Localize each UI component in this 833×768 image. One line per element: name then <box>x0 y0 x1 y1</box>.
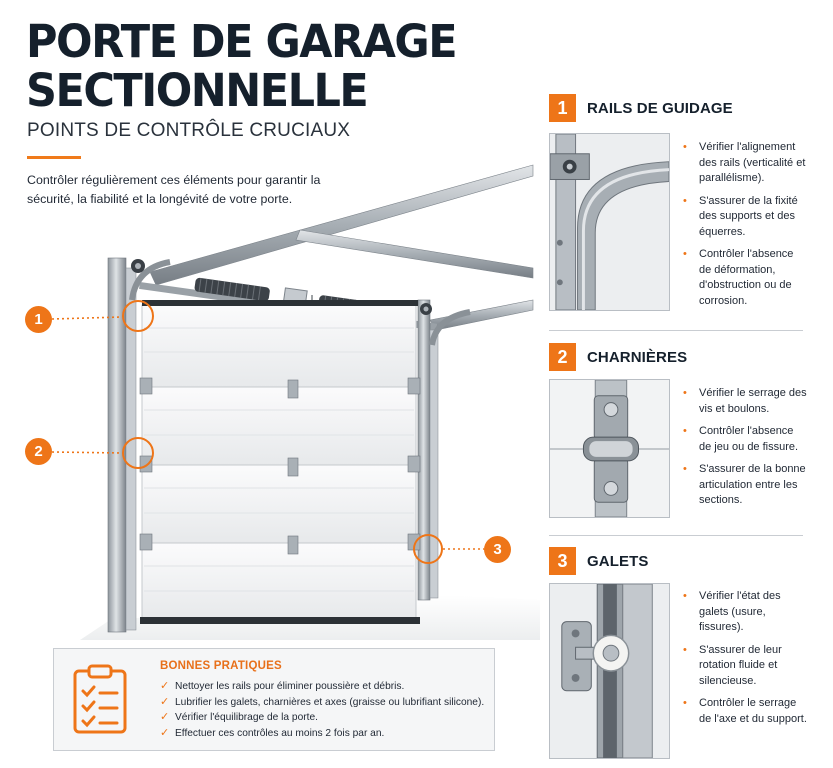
section-rollers-title: GALETS <box>587 552 649 570</box>
best-practice-item: ✓ Vérifier l'équilibrage de la porte. <box>160 710 484 726</box>
hinges-check-item: • Contrôler l'absence de jeu ou de fissure. <box>683 425 799 453</box>
section-hinges <box>549 343 807 523</box>
hinge-closeup-image <box>549 379 670 518</box>
bullet-arrow-icon: • <box>683 387 687 399</box>
roller-closeup-image <box>549 583 670 759</box>
callout-1: 1 <box>25 306 52 333</box>
section-rails-title: RAILS DE GUIDAGE <box>587 99 733 117</box>
section-rails-number: 1 <box>549 94 576 122</box>
check-icon: ✓ <box>160 680 170 692</box>
section-rails-header <box>549 94 733 122</box>
rollers-check-item: • Contrôler le serrage de l'axe et du support. <box>683 697 807 725</box>
title-line-1: PORTE DE GARAGE <box>26 15 457 69</box>
rails-check-item: • S'assurer de la fixité des supports et des équerres. <box>683 194 798 238</box>
best-practice-item: ✓ Effectuer ces contrôles au moins 2 fois par an. <box>160 726 484 742</box>
section-rollers <box>549 547 807 762</box>
check-icon: ✓ <box>160 726 170 739</box>
section-divider <box>549 535 803 536</box>
page-title <box>26 15 457 118</box>
rails-check-item: • Vérifier l'alignement des rails (verticalité et parallélisme). <box>683 141 806 184</box>
best-practice-item: ✓ Lubrifier les galets, charnières et axes (graisse ou lubrifiant silicone). <box>160 695 484 711</box>
title-line-2: SECTIONNELLE <box>26 65 368 118</box>
section-hinges-header <box>549 343 687 371</box>
callout-3: 3 <box>484 536 511 563</box>
section-divider <box>549 330 803 331</box>
section-rollers-number: 3 <box>549 547 576 575</box>
bullet-arrow-icon: • <box>683 590 687 602</box>
hinges-checklist <box>683 386 808 516</box>
page-subtitle: POINTS DE CONTRÔLE CRUCIAUX <box>27 120 351 141</box>
best-practices-title: BONNES PRATIQUES <box>160 660 282 672</box>
best-practices-box <box>53 648 495 751</box>
rollers-checklist <box>683 589 808 734</box>
rollers-check-item: • S'assurer de leur rotation fluide et silencieuse. <box>683 643 782 687</box>
section-rails <box>549 94 804 314</box>
rollers-check-item: • Vérifier l'état des galets (usure, fissures). <box>683 590 781 633</box>
bullet-arrow-icon: • <box>683 194 687 207</box>
best-practice-item: ✓ Nettoyer les rails pour éliminer poussière et débris. <box>160 679 484 695</box>
clipboard-checklist-icon <box>72 663 128 735</box>
rails-checklist <box>683 140 808 316</box>
hinges-check-item: • Vérifier le serrage des vis et boulons. <box>683 387 807 415</box>
intro-text: Contrôler régulièrement ces éléments pour garantir la sécurité, la fiabilité et la longévité de votre porte. <box>27 173 321 206</box>
bullet-arrow-icon: • <box>683 697 687 709</box>
best-practices-list <box>160 679 484 741</box>
section-hinges-title: CHARNIÈRES <box>587 348 688 366</box>
bullet-arrow-icon: • <box>683 425 687 437</box>
check-icon: ✓ <box>160 711 170 724</box>
garage-door-illustration <box>0 150 540 640</box>
bullet-arrow-icon: • <box>683 463 687 475</box>
check-icon: ✓ <box>160 695 170 708</box>
section-rollers-header <box>549 547 648 575</box>
hinges-check-item: • S'assurer de la bonne articulation entre les sections. <box>683 463 806 506</box>
callout-2: 2 <box>25 438 52 465</box>
rails-closeup-image <box>549 133 670 311</box>
section-hinges-number: 2 <box>549 343 576 371</box>
bullet-arrow-icon: • <box>683 248 687 260</box>
bullet-arrow-icon: • <box>683 643 687 656</box>
bullet-arrow-icon: • <box>683 141 687 153</box>
rails-check-item: • Contrôler l'absence de déformation, d'obstruction ou de corrosion. <box>683 248 794 307</box>
